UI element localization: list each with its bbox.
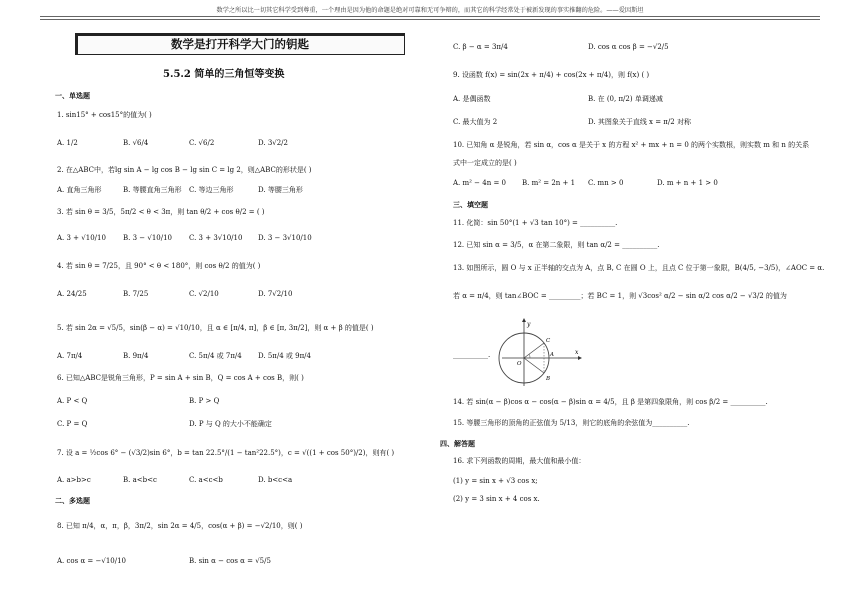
q2-stem: 2. 在△ABC中，若lg sin A − lg cos B − lg sin C = lg 2，则△ABC的形状是( ) [57,166,312,174]
q6-opt-d: D. P 与 Q 的大小不能确定 [189,420,272,428]
angle-arc [529,354,530,358]
q8-stem: 8. 已知 π/4，α，π，β，3π/2，sin 2α = 4/5，cos(α + β) = −√2/10，则( ) [57,522,303,530]
q1-opt-b: B. √6/4 [123,139,149,147]
q1-stem: 1. sin15° + cos15°的值为( ) [57,111,152,119]
q10-opt-d: D. m + n + 1 > 0 [657,179,718,187]
unit-circle-figure [498,318,582,388]
q1-opt-c: C. √6/2 [189,139,215,147]
section-single-choice: 一、单选题 [55,91,90,100]
q9-opt-a: A. 是偶函数 [453,95,491,103]
subtitle: 5.5.2 简单的三角恒等变换 [163,69,285,80]
q8-opt-b: B. sin α − cos α = √5/5 [189,557,271,565]
q7-opt-d: D. b<c<a [258,476,293,484]
q10-opt-b: B. m² = 2n + 1 [522,179,576,187]
q3-opt-c: C. 3 + 3√10/10 [189,234,243,242]
q1-opt-d: D. 3√2/2 [258,139,288,147]
header-banner: 数学之所以比一切其它科学受到尊重，一个理由是因为他的命题是绝对可靠和无可争辩的，而其它的科学经常处于被新发现的事实推翻的危险。——爱因斯坦 [216,7,644,14]
q7-opt-b: B. a<b<c [123,476,157,484]
q6-opt-b: B. P > Q [189,397,220,405]
q5-opt-b: B. 9π/4 [123,352,149,360]
q13-line2: 若 α = π/4，则 tan∠BOC = _________；若 BC = 1，则 √3cos² α/2 − sin α/2 cos α/2 − √3/2 的值为 [453,292,787,300]
q15-text: 15. 等腰三角形的顶角的正弦值为 5/13，则它的底角的余弦值为__________. [453,419,690,427]
label-b: B [546,376,551,382]
q9-opt-c: C. 最大值为 2 [453,118,498,126]
header-rule [40,16,820,17]
q1-opt-a: A. 1/2 [57,139,78,147]
q13-line1: 13. 如图所示，圆 O 与 x 正半轴的交点为 A，点 B, C 在圆 O 上，且点 C 位于第一象限，B(4/5, −3/5)，∠AOC = α. [453,264,825,272]
q8-opt-d: D. cos α cos β = −√2/5 [588,43,669,51]
q10-stem-line2: 式中一定成立的是( ) [453,159,517,167]
segment-oc [524,343,544,358]
q8-opt-c: C. β − α = 3π/4 [453,43,508,51]
q9-opt-d: D. 其图象关于直线 x = π/2 对称 [588,118,691,126]
q9-opt-b: B. 在 (0, π/2) 单调递减 [588,95,663,103]
q16-part1: (1) y = sin x + √3 cos x; [453,477,538,485]
q4-opt-a: A. 24/25 [57,290,87,298]
q10-opt-c: C. mn > 0 [588,179,624,187]
q7-opt-a: A. a>b>c [57,476,91,484]
x-axis-arrow [578,356,582,360]
section-multi-choice: 二、多选题 [55,496,90,505]
label-x: x [575,349,579,356]
q16-part2: (2) y = 3 sin x + 4 cos x. [453,495,540,503]
q3-opt-b: B. 3 − √10/10 [123,234,172,242]
q3-opt-a: A. 3 + √10/10 [57,234,106,242]
label-o: O [517,361,522,367]
q4-opt-c: C. √2/10 [189,290,219,298]
q4-opt-b: B. 7/25 [123,290,149,298]
title-banner: 数学是打开科学大门的钥匙 [75,33,405,55]
q6-opt-a: A. P < Q [57,397,88,405]
q6-opt-c: C. P = Q [57,420,88,428]
q3-opt-d: D. 3 − 3√10/10 [258,234,312,242]
q2-opt-d: D. 等腰三角形 [258,186,303,194]
q10-opt-a: A. m² − 4n = 0 [453,179,506,187]
label-a: A [550,352,554,358]
q10-stem-line1: 10. 已知角 α 是锐角，若 sin α，cos α 是关于 x 的方程 x² + mx + n = 0 的两个实数根，则实数 m 和 n 的关系 [453,141,810,149]
q8-opt-a: A. cos α = −√10/10 [57,557,126,565]
q7-stem: 7. 设 a = ½cos 6° − (√3/2)sin 6°，b = tan 22.5°/(1 − tan²22.5°)，c = √((1 + cos 50°)/2)，则有( ) [57,449,395,457]
q3-stem: 3. 若 sin θ = 3/5，5π/2 < θ < 3π，则 tan θ/2 + cos θ/2 = ( ) [57,208,265,216]
q5-stem: 5. 若 sin 2α = √5/5，sin(β − α) = √10/10，且 α ∈ [π/4, π]，β ∈ [π, 3π/2]，则 α + β 的值是( ) [57,324,374,332]
q5-opt-c: C. 5π/4 或 7π/4 [189,352,242,360]
section-fill-blank: 三、填空题 [453,200,488,209]
section-solve: 四、解答题 [440,439,475,448]
q4-stem: 4. 若 sin θ = 7/25，且 90° < θ < 180°，则 cos θ/2 的值为( ) [57,262,261,270]
q12-text: 12. 已知 sin α = 3/5，α 在第二象限，则 tan α/2 = __________. [453,241,660,249]
q6-stem: 6. 已知△ABC是锐角三角形，P = sin A + sin B，Q = cos A + cos B，则( ) [57,374,304,382]
q2-opt-c: C. 等边三角形 [189,186,234,194]
q2-opt-a: A. 直角三角形 [57,186,102,194]
header-rule-thin [40,19,820,20]
segment-ob [524,358,544,373]
y-axis-arrow [522,318,526,322]
q5-opt-d: D. 5π/4 或 9π/4 [258,352,311,360]
label-c: C [546,338,551,344]
q5-opt-a: A. 7π/4 [57,352,83,360]
q2-opt-b: B. 等腰直角三角形 [123,186,182,194]
q4-opt-d: D. 7√2/10 [258,290,293,298]
q13-line3: __________. [453,351,491,359]
q16-stem: 16. 求下列函数的周期，最大值和最小值： [453,457,586,465]
q7-opt-c: C. a<c<b [189,476,223,484]
q9-stem: 9. 设函数 f(x) = sin(2x + π/4) + cos(2x + π/4)，则 f(x) ( ) [453,71,650,79]
label-y: y [527,321,531,328]
q11-text: 11. 化简：sin 50°(1 + √3 tan 10°) = __________. [453,219,618,227]
q14-text: 14. 若 sin(α − β)cos α − cos(α − β)sin α = 4/5，且 β 是第四象限角，则 cos β/2 = __________. [453,398,768,406]
